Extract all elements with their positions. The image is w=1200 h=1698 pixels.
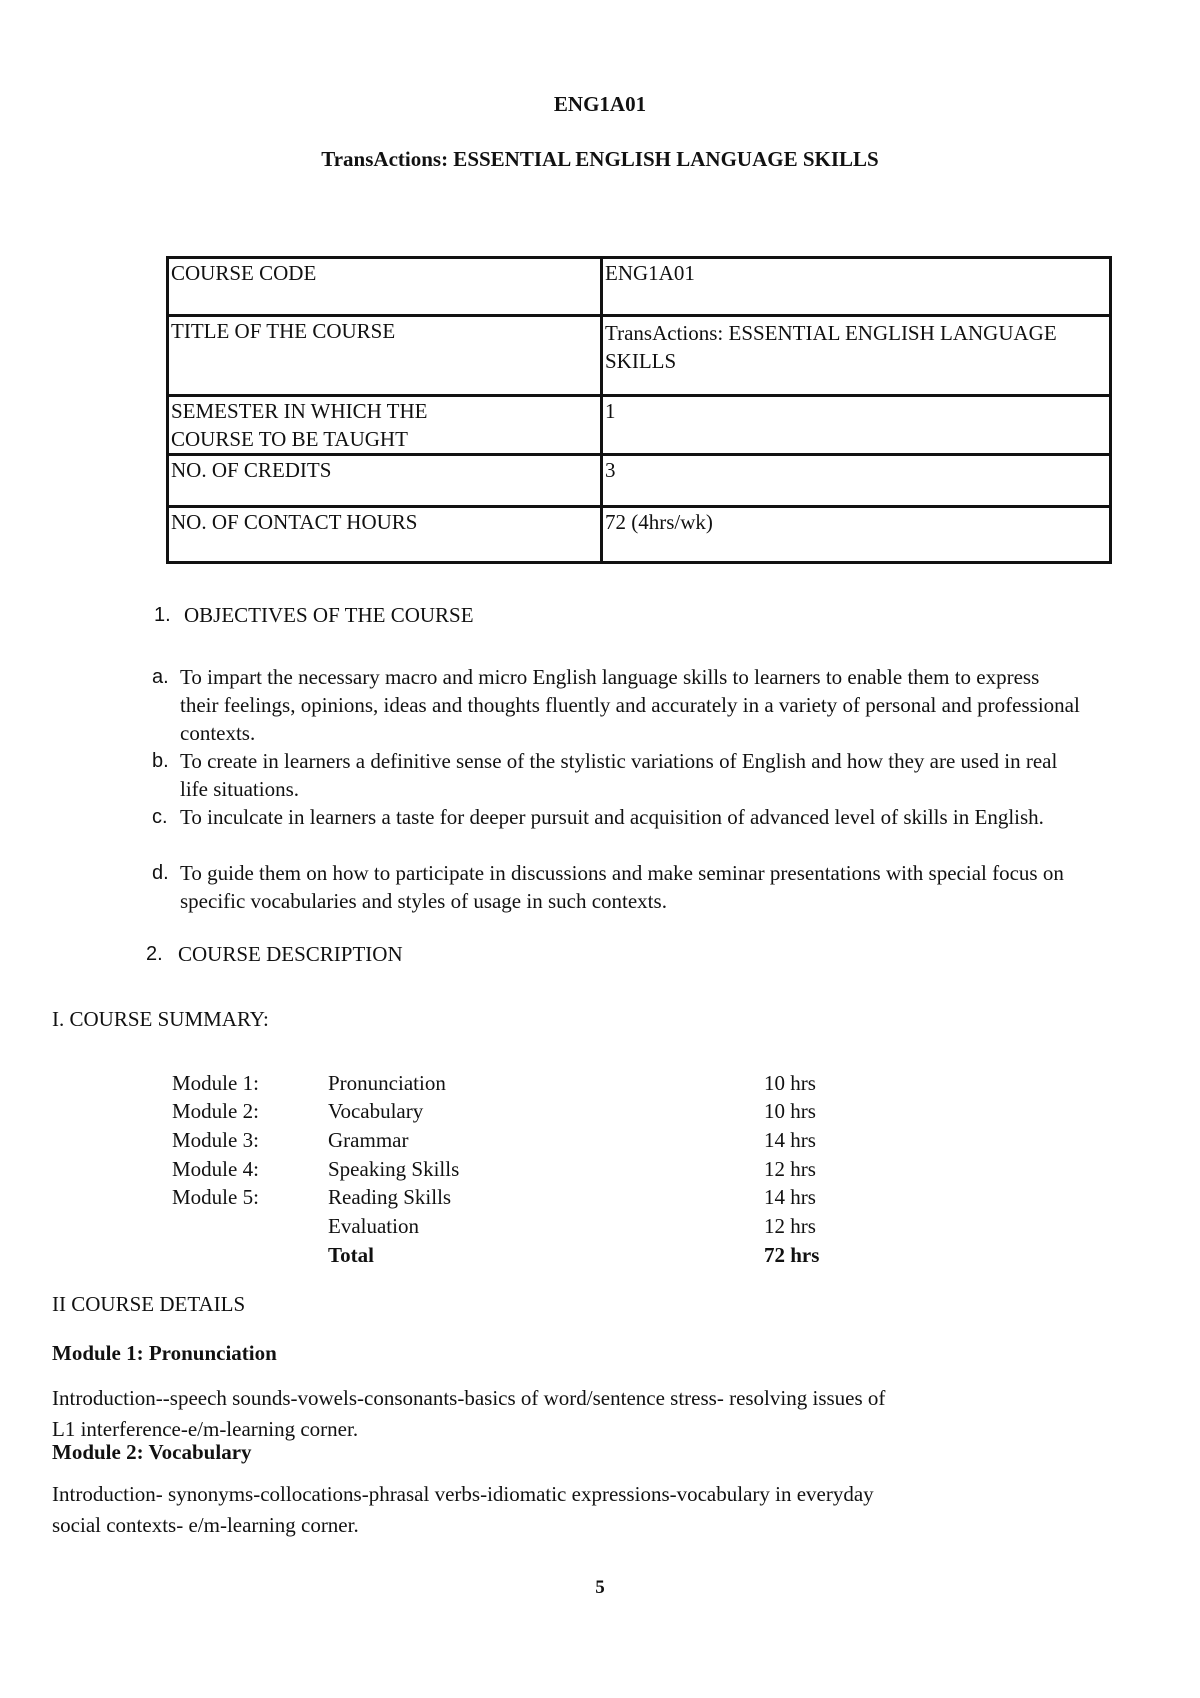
table-row [168,507,1111,563]
section-number: 2. [146,943,163,965]
total-label: Total [328,1243,374,1267]
list-item [152,747,1092,803]
course-title-heading: TransActions: ESSENTIAL ENGLISH LANGUAGE SKILLS [321,147,879,171]
module-title: Module 1: Pronunciation [52,1341,277,1365]
module-topic: Reading Skills [328,1185,452,1209]
list-item-text: To impart the necessary macro and micro English language skills to learners to enable them to express their feelings, opinions, ideas and thoughts fluently and accurately in a variety of personal and professional contexts. [180,665,1080,745]
list-marker: d. [152,862,169,884]
table-row [168,316,1111,396]
list-item [152,663,1092,747]
table-value-cell: 72 (4hrs/wk) [602,507,1111,563]
list-marker: b. [152,750,169,772]
module-topic: Vocabulary [328,1099,424,1123]
module-topic: Speaking Skills [328,1157,460,1181]
list-item-text: To guide them on how to participate in discussions and make seminar presentations with special focus on specific vocabularies and styles of usage in such contexts. [180,861,1064,913]
module-label: Module 2: [172,1099,259,1123]
module-hours: 10 hrs [764,1071,816,1095]
module-hours: 14 hrs [764,1185,816,1209]
table-row [168,396,1111,455]
table-value-cell: 3 [602,455,1111,507]
details-heading: II COURSE DETAILS [52,1292,246,1316]
list-item [152,859,1092,915]
list-item-text: To create in learners a definitive sense of the stylistic variations of English and how they are used in real life situations. [180,749,1058,801]
module-label: Module 1: [172,1071,259,1095]
list-marker: c. [152,806,168,828]
list-marker: a. [152,666,169,688]
module-label: Module 5: [172,1185,259,1209]
module-label: Module 4: [172,1157,259,1181]
table-value-cell: ENG1A01 [602,258,1111,316]
table-label-cell: NO. OF CONTACT HOURS [168,507,602,563]
section-heading: OBJECTIVES OF THE COURSE [184,603,474,627]
module-description: Introduction--speech sounds-vowels-consonants-basics of word/sentence stress- resolving issues of [52,1386,886,1410]
table-row [168,455,1111,507]
module-hours: 14 hrs [764,1128,816,1152]
table-label-cell: COURSE CODE [168,258,602,316]
table-value-cell: TransActions: ESSENTIAL ENGLISH LANGUAGE SKILLS [602,316,1111,396]
module-topic: Grammar [328,1128,409,1152]
section-number: 1. [154,604,171,626]
module-hours: 12 hrs [764,1214,816,1238]
course-info-table [166,256,1112,564]
page-number: 5 [595,1577,605,1598]
list-item-text: To inculcate in learners a taste for deeper pursuit and acquisition of advanced level of skills in English. [180,805,1044,829]
summary-heading: I. COURSE SUMMARY: [52,1007,269,1031]
module-topic: Evaluation [328,1214,419,1238]
module-topic: Pronunciation [328,1071,446,1095]
module-title: Module 2: Vocabulary [52,1440,252,1464]
table-label-cell: TITLE OF THE COURSE [168,316,602,396]
table-value-cell: 1 [602,396,1111,455]
total-hours: 72 hrs [764,1243,820,1267]
module-description: Introduction- synonyms-collocations-phrasal verbs-idiomatic expressions-vocabulary in everyday [52,1482,874,1506]
section-heading: COURSE DESCRIPTION [178,942,403,966]
module-hours: 12 hrs [764,1157,816,1181]
table-row [168,258,1111,316]
course-code-heading: ENG1A01 [553,92,647,116]
module-hours: 10 hrs [764,1099,816,1123]
table-label-cell: NO. OF CREDITS [168,455,602,507]
module-label: Module 3: [172,1128,259,1152]
list-item [152,803,1092,859]
module-description: social contexts- e/m-learning corner. [52,1513,359,1537]
module-description: L1 interference-e/m-learning corner. [52,1417,359,1441]
table-label-cell: SEMESTER IN WHICH THE COURSE TO BE TAUGHT [168,396,602,455]
